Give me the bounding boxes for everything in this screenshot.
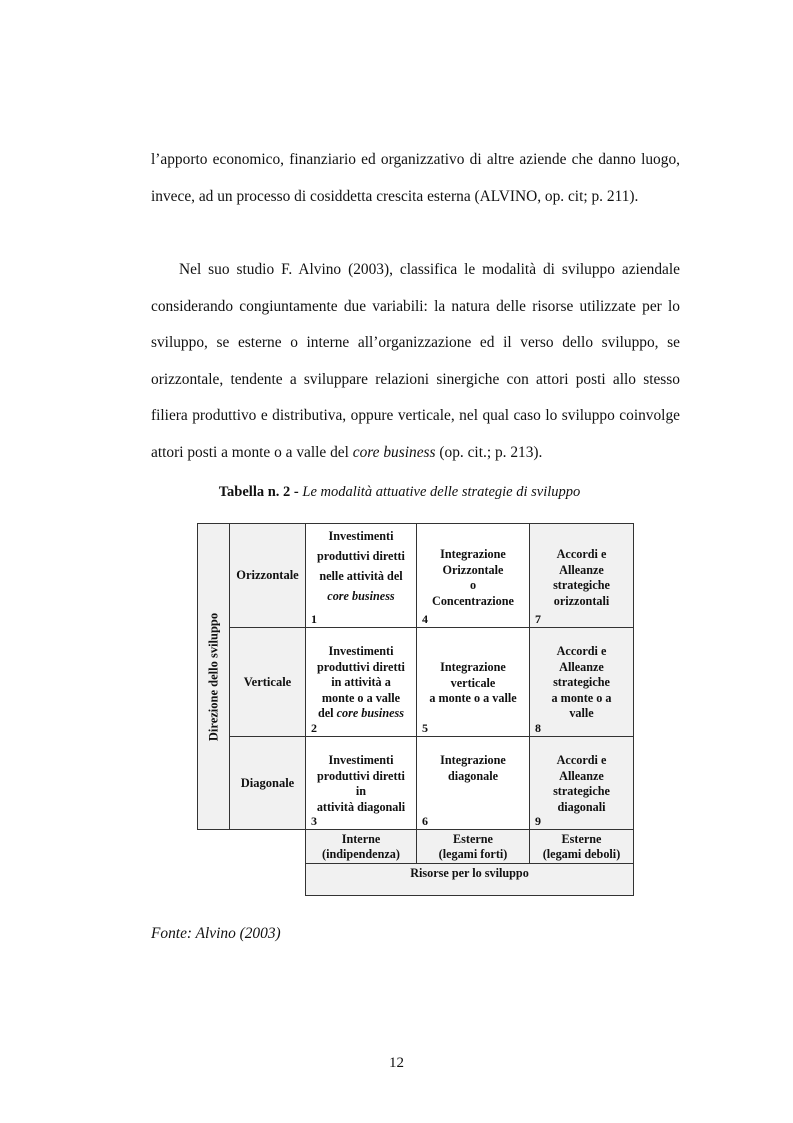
row-label-orizzontale: Orizzontale: [229, 523, 306, 628]
cell-number: 4: [422, 612, 428, 626]
column-label-esterne-deboli: Esterne (legami deboli): [529, 829, 634, 864]
cell-number: 1: [311, 612, 317, 626]
cell-number: 2: [311, 721, 317, 735]
table-cell-2: Investimenti produttivi diretti in attività a monte o a valle del core business 2: [305, 627, 417, 737]
table-cell-6: Integrazione diagonale 6: [416, 736, 530, 830]
cell-number: 7: [535, 612, 541, 626]
paragraph-2-text-b: (op. cit.; p. 213).: [435, 443, 543, 461]
row-label-diagonale: Diagonale: [229, 736, 306, 830]
cell-number: 6: [422, 814, 428, 828]
column-label-esterne-forti: Esterne (legami forti): [416, 829, 530, 864]
row-label-verticale: Verticale: [229, 627, 306, 737]
caption-title: Le modalità attuative delle strategie di sviluppo: [302, 484, 581, 500]
table-cell-5: Integrazione verticale a monte o a valle 5: [416, 627, 530, 737]
table-cell-8: Accordi e Alleanze strategiche a monte o a valle 8: [529, 627, 634, 737]
paragraph-2-text-a: Nel suo studio F. Alvino (2003), classifica le modalità di sviluppo aziendale considerando congiuntamente due variabili: la natura delle risorse utilizzate per lo sviluppo, se esterne o interne all’organizzazione ed il verso dello sviluppo, se orizzontale, tendente a sviluppare relazioni sinergiche con attori posti allo stesso filiera produttivo e distributiva, oppure verticale, nel qual caso lo sviluppo coinvolge attori posti a monte o a valle del: [151, 261, 680, 461]
table-cell-4: Integrazione Orizzontale o Concentrazione 4: [416, 523, 530, 628]
paragraph-2-italic: core business: [352, 443, 436, 461]
table-source: Fonte: Alvino (2003): [151, 925, 281, 942]
strategy-table: [197, 523, 634, 896]
table-cell-3: Investimenti produttivi diretti in attività diagonali 3: [305, 736, 417, 830]
table-caption: [0, 482, 793, 502]
column-label-interne: Interne (indipendenza): [305, 829, 417, 864]
axis-label-cell: [197, 523, 230, 830]
paragraph-1: l’apporto economico, finanziario ed organizzativo di altre aziende che danno luogo, invece, ad un processo di cosiddetta crescita esterna (ALVINO, op. cit; p. 211).: [151, 151, 680, 205]
page-number: 12: [389, 1055, 404, 1071]
caption-label: Tabella n. 2 -: [218, 484, 299, 500]
cell-number: 3: [311, 814, 317, 828]
table-cell-7: Accordi e Alleanze strategiche orizzontali 7: [529, 523, 634, 628]
cell-number: 8: [535, 721, 541, 735]
table-footer-label: Risorse per lo sviluppo: [305, 863, 634, 896]
cell-number: 5: [422, 721, 428, 735]
cell-number: 9: [535, 814, 541, 828]
paragraph-2: [151, 252, 680, 472]
table-cell-9: Accordi e Alleanze strategiche diagonali 9: [529, 736, 634, 830]
table-cell-1: Investimenti produttivi diretti nelle attività del core business 1: [305, 523, 417, 628]
axis-label: Direzione dello sviluppo: [206, 612, 221, 742]
